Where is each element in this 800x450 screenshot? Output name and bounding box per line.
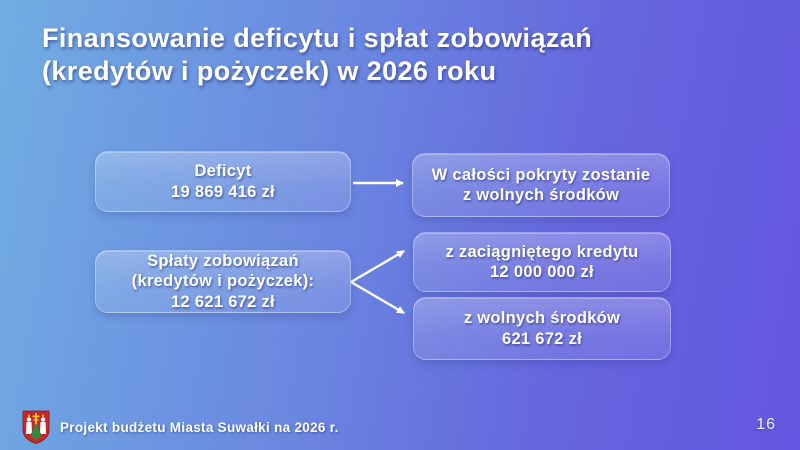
free-funds-box-label: z wolnych środków (463, 309, 621, 327)
covered-box-line1: W całości pokryty zostanie (431, 165, 651, 184)
free-funds-box (413, 297, 671, 360)
footer (22, 410, 339, 444)
footer-label: Projekt budżetu Miasta Suwałki na 2026 r. (60, 419, 339, 435)
arrow-repayments-to-freefunds (351, 282, 404, 313)
deficit-box (95, 151, 351, 212)
slide-title (42, 22, 742, 88)
suwalki-coat-of-arms-icon (22, 410, 50, 444)
deficit-box-amount: 19 869 416 zł (171, 182, 275, 201)
covered-by-free-funds-box (412, 153, 670, 217)
slide-title-line1: Finansowanie deficytu i spłat zobowiązań (42, 23, 593, 53)
deficit-box-label: Deficyt (194, 162, 252, 180)
repayments-box (95, 250, 351, 313)
arrow-repayments-to-credit (351, 251, 404, 282)
slide-title-line2: (kredytów i pożyczek) w 2026 roku (42, 56, 497, 86)
page-number: 16 (756, 416, 776, 433)
repayments-box-line1: Spłaty zobowiązań (147, 251, 299, 270)
credit-box (413, 232, 671, 292)
credit-box-amount: 12 000 000 zł (490, 263, 594, 281)
free-funds-box-amount: 621 672 zł (501, 329, 583, 348)
covered-box-line2: z wolnych środków (462, 186, 620, 204)
repayments-box-line2: (kredytów i pożyczek): (131, 272, 315, 291)
repayments-box-amount: 12 621 672 zł (171, 292, 275, 311)
credit-box-label: z zaciągniętego kredytu (445, 242, 639, 261)
